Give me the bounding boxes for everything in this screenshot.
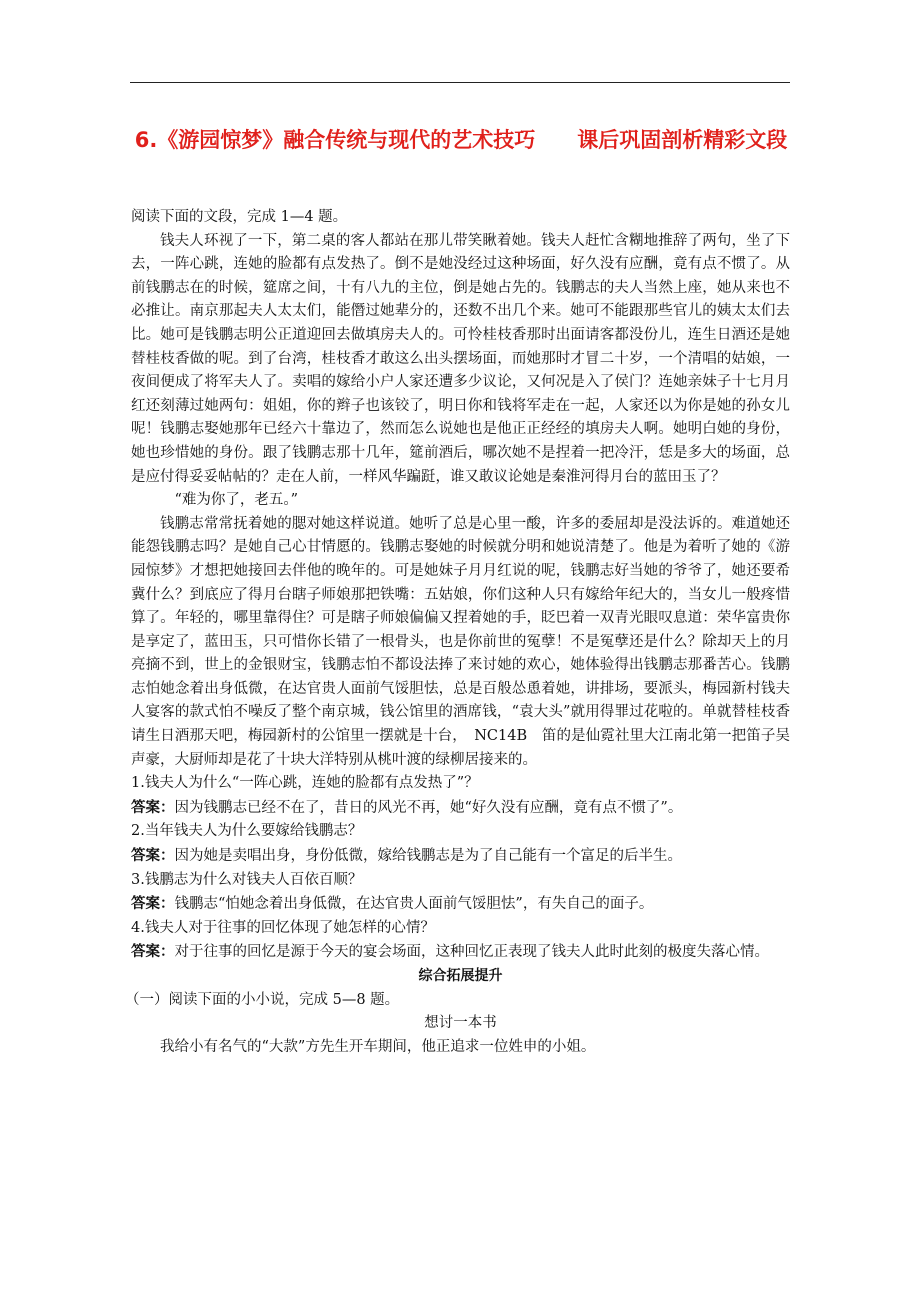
- answer-label: 答案：: [131, 943, 175, 961]
- page-title: 6.《游园惊梦》融合传统与现代的艺术技巧 课后巩固剖析精彩文段: [134, 128, 788, 152]
- reading-instruction: 阅读下面的文段，完成 1—4 题。: [131, 209, 348, 225]
- header-rule: [130, 82, 790, 83]
- passage-paragraph-3: 钱鹏志常常抚着她的腮对她这样说道。她听了总是心里一酸，许多的委屈却是没法诉的。难道她还能怨钱鹏志吗？是她自己心甘情愿的。钱鹏志娶她的时候就分明和她说清楚了。他是为着听了她的《游园惊梦》才想把她接回去伴他的晚年的。可是她妹子月月红说的呢，钱鹏志好当她的爷爷了，她还要希冀什么？到底应了得月台瞎子师娘那把铁嘴：五姑娘，你们这种人只有嫁给年纪大的，当女儿一般疼惜算了。年轻的，哪里靠得住？可是瞎子师娘偏偏又捏着她的手，眨巴着一双青光眼叹息道：荣华富贵你是享定了，蓝田玉，只可惜你长错了一根骨头，也是你前世的冤孽！不是冤孽还是什么？除却天上的月亮摘不到，世上的金银财宝，钱鹏志怕不都设法捧了来讨她的欢心，她体验得出钱鹏志那番苦心。钱鹏志怕她念着出身低微，在达官贵人面前气馁胆怯，总是百般怂恿着她，讲排场，要派头，梅园新村钱夫人宴客的款式怕不噪反了整个南京城，钱公馆里的酒席钱，“袁大头”就用得罪过花啦的。单就替桂枝香请生日酒那天吧，梅园新村的公馆里一摆就是十台， NC14B 笛的是仙霓社里大江南北第一把笛子吴声豪，大厨师却是花了十块大洋特别从桃叶渡的绿柳居接来的。: [131, 515, 790, 768]
- answer-2: [131, 844, 790, 869]
- answer-text: 因为钱鹏志已经不在了，昔日的风光不再，她“好久没有应酬，竟有点不惯了”。: [174, 799, 683, 816]
- answer-text: 钱鹏志“怕她念着出身低微，在达官贵人面前气馁胆怯”，有失自己的面子。: [174, 896, 654, 913]
- answer-label: 答案：: [131, 798, 175, 816]
- passage-paragraph-2: “难为你了，老五。”: [174, 492, 299, 509]
- answer-3: [131, 892, 790, 917]
- answer-text: 因为她是卖唱出身，身份低微，嫁给钱鹏志是为了自己能有一个富足的后半生。: [174, 848, 682, 865]
- question-4: 4.钱夫人对于往事的回忆体现了她怎样的心情？: [131, 919, 435, 936]
- story-title: 想讨一本书: [424, 1015, 497, 1032]
- question-2: 2.当年钱夫人为什么要嫁给钱鹏志？: [131, 823, 363, 840]
- answer-label: 答案：: [131, 847, 175, 865]
- passage-paragraph-1: 钱夫人环视了一下，第二桌的客人都站在那儿带笑瞅着她。钱夫人赶忙含糊地推辞了两句，坐了下去，一阵心跳，连她的脸都有点发热了。倒不是她没经过这种场面，好久没有应酬，竟有点不惯了。从前钱鹏志在的时候，筵席之间，十有八九的主位，倒是她占先的。钱鹏志的夫人当然上座，她从来也不必推让。南京那起夫人太太们，能僭过她辈分的，还数不出几个来。她可不能跟那些官儿的姨太太们去比。她可是钱鹏志明公正道迎回去做填房夫人的。可怜桂枝香那时出面请客都没份儿，连生日酒还是她替桂枝香做的呢。到了台湾，桂枝香才敢这么出头摆场面，而她那时才冒二十岁，一个清唱的姑娘，一夜间便成了将军夫人了。卖唱的嫁给小户人家还遭多少议论，又何况是入了侯门？连她亲妹子十七月月红还刻薄过她两句：姐姐，你的辫子也该铰了，明日你和钱将军走在一起，人家还以为你是她的孙女儿呢！钱鹏志娶她那年已经六十靠边了，然而怎么说她也是他正正经经的填房夫人啊。她明白她的身份，她也珍惜她的身份。跟了钱鹏志那十几年，筵前酒后，哪次她不是捏着一把冷汗，恁是多大的场面，总是应付得妥妥帖帖的？走在人前，一样风华蹁跹，谁又敢议论她是秦淮河得月台的蓝田玉了？: [131, 232, 790, 485]
- story-first-paragraph: 我给小有名气的“大款”方先生开车期间，他正追求一位姓申的小姐。: [160, 1038, 596, 1055]
- answer-text: 对于往事的回忆是源于今天的宴会场面，这种回忆正表现了钱夫人此时此刻的极度失落心情。: [174, 944, 769, 961]
- section-heading: 综合拓展提升: [418, 968, 503, 984]
- document-body: [125, 206, 790, 1059]
- answer-1: [131, 796, 790, 821]
- question-3: 3.钱鹏志为什么对钱夫人百依百顺？: [131, 871, 363, 888]
- question-1: 1.钱夫人为什么“一阵心跳，连她的脸都有点发热了”？: [131, 775, 479, 792]
- section-instruction: （一）阅读下面的小小说，完成 5—8 题。: [125, 991, 400, 1008]
- answer-4: [131, 940, 790, 965]
- answer-label: 答案：: [131, 895, 175, 913]
